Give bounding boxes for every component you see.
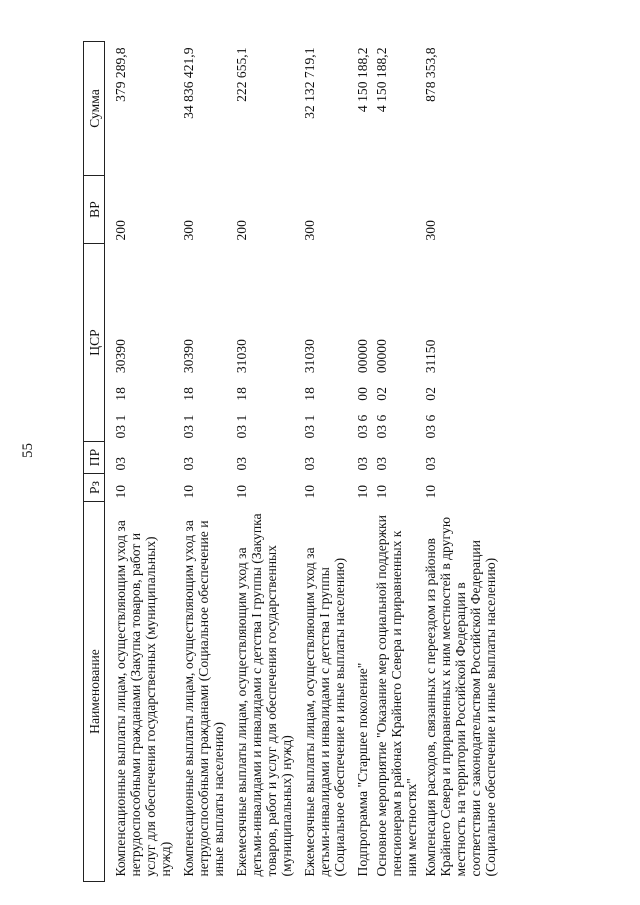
header-rz: Рз xyxy=(84,474,105,502)
csr-part-3: 31030 xyxy=(234,339,249,374)
row-pr: 03 xyxy=(423,456,438,471)
csr-part-2: 18 xyxy=(113,387,128,401)
row-rz: 10 xyxy=(355,484,370,499)
table-row xyxy=(419,42,498,882)
table-header-row xyxy=(84,42,105,882)
csr-part-3: 00000 xyxy=(355,339,370,374)
table-row xyxy=(370,42,419,882)
table-row xyxy=(105,42,174,882)
csr-part-2: 18 xyxy=(234,387,249,401)
row-csr xyxy=(226,244,294,442)
header-name: Наименование xyxy=(84,502,105,882)
budget-table xyxy=(83,41,498,882)
row-csr xyxy=(294,244,347,442)
row-sum: 878 353,8 xyxy=(423,47,438,102)
row-rz: 10 xyxy=(374,484,389,499)
row-sum: 4 150 188,2 xyxy=(355,47,370,113)
row-name: Основное мероприятие "Оказание мер социальной поддержки пенсионерам в районах Крайнего Севера и приравненных к ним местностях" xyxy=(374,515,419,877)
csr-part-1: 03 1 xyxy=(181,414,196,439)
row-vr: 200 xyxy=(113,220,128,241)
row-pr: 03 xyxy=(355,456,370,471)
table-row xyxy=(173,42,226,882)
row-sum: 4 150 188,2 xyxy=(374,47,389,113)
row-csr xyxy=(347,244,370,442)
row-vr: 200 xyxy=(234,220,249,241)
csr-part-3: 00000 xyxy=(374,339,389,374)
row-csr xyxy=(419,244,498,442)
rotated-page-content xyxy=(83,42,598,882)
table-row xyxy=(294,42,347,882)
csr-part-1: 03 6 xyxy=(374,414,389,439)
row-csr xyxy=(105,244,174,442)
row-vr xyxy=(370,176,419,244)
row-pr: 03 xyxy=(374,456,389,471)
csr-part-2: 18 xyxy=(302,387,317,401)
header-vr: ВР xyxy=(84,176,105,244)
row-sum: 379 289,8 xyxy=(113,47,128,102)
csr-part-2: 18 xyxy=(181,387,196,401)
row-rz: 10 xyxy=(423,484,438,499)
row-name: Ежемесячные выплаты лицам, осуществляющим уход за детьми-инвалидами и инвалидами с детства I группы (Закупка товаров, работ и услуг для обеспечения государственных (муниципальных) нужд) xyxy=(234,513,294,877)
row-name: Ежемесячные выплаты лицам, осуществляющим уход за детьми-инвалидами и инвалидами с детства I группы (Социальное обеспечение и иные выплаты населению) xyxy=(302,547,347,877)
csr-part-1: 03 1 xyxy=(302,414,317,439)
row-vr: 300 xyxy=(423,220,438,241)
csr-part-1: 03 1 xyxy=(234,414,249,439)
row-pr: 03 xyxy=(113,456,128,471)
row-name: Компенсационные выплаты лицам, осуществляющим уход за нетрудоспособными гражданами (Социальное обеспечение и иные выплаты населению) xyxy=(181,520,226,877)
row-name: Компенсация расходов, связанных с переездом из районов Крайнего Севера и приравненных к ним местностей в другую местность на территории Российской Федерации в соответствии с законодательством Российской Федерации (Социальное обеспечение и иные выплаты населению) xyxy=(423,516,498,877)
csr-part-1: 03 6 xyxy=(355,414,370,439)
row-rz: 10 xyxy=(302,484,317,499)
row-vr xyxy=(347,176,370,244)
csr-part-3: 30390 xyxy=(113,339,128,374)
csr-part-1: 03 6 xyxy=(423,414,438,439)
row-rz: 10 xyxy=(234,484,249,499)
row-name: Подпрограмма "Старшее поколение" xyxy=(355,662,370,877)
csr-part-1: 03 1 xyxy=(113,414,128,439)
csr-part-3: 31150 xyxy=(423,339,438,374)
row-rz: 10 xyxy=(113,484,128,499)
row-sum: 34 836 421,9 xyxy=(181,47,196,119)
row-rz: 10 xyxy=(181,484,196,499)
row-sum: 222 655,1 xyxy=(234,47,249,102)
header-pr: ПР xyxy=(84,442,105,474)
csr-part-2: 00 xyxy=(355,387,370,401)
table-row xyxy=(226,42,294,882)
row-pr: 03 xyxy=(302,456,317,471)
row-vr: 300 xyxy=(181,220,196,241)
csr-part-3: 31030 xyxy=(302,339,317,374)
header-csr: ЦСР xyxy=(84,244,105,442)
row-sum: 32 132 719,1 xyxy=(302,47,317,119)
row-pr: 03 xyxy=(234,456,249,471)
row-csr xyxy=(370,244,419,442)
row-name: Компенсационные выплаты лицам, осуществляющим уход за нетрудоспособными гражданами (Закупка товаров, работ и услуг для обеспечения государственных (муниципальных) нужд) xyxy=(113,520,173,877)
row-csr xyxy=(173,244,226,442)
page-number: 55 xyxy=(20,443,36,458)
table-row xyxy=(347,42,370,882)
row-vr: 300 xyxy=(302,220,317,241)
csr-part-2: 02 xyxy=(423,387,438,401)
csr-part-3: 30390 xyxy=(181,339,196,374)
csr-part-2: 02 xyxy=(374,387,389,401)
header-sum: Сумма xyxy=(84,42,105,176)
row-pr: 03 xyxy=(181,456,196,471)
